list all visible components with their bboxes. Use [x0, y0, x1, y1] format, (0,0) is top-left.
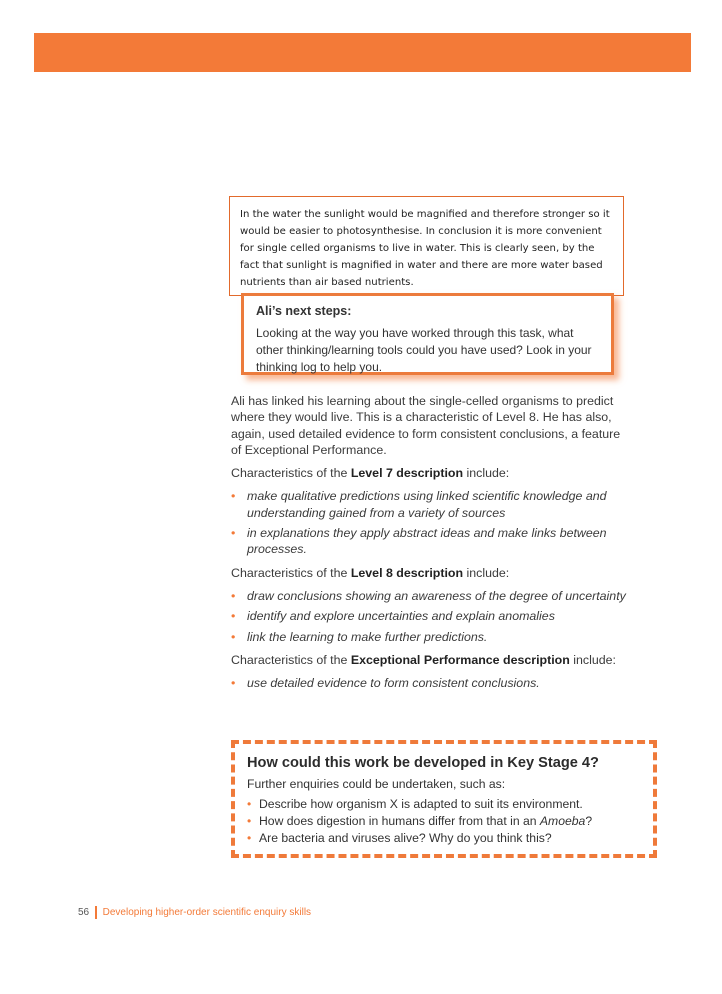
list-item-text: How does digestion in humans differ from that in an	[259, 814, 540, 828]
level7-heading	[231, 465, 631, 481]
level8-prefix: Characteristics of the	[231, 565, 351, 580]
list-item	[231, 675, 631, 691]
list-item	[231, 525, 631, 558]
ks4-list	[247, 796, 643, 847]
list-item-suffix: ?	[585, 814, 593, 828]
list-item-text: link the learning to make further predictions.	[247, 629, 488, 644]
ks4-intro: Further enquiries could be undertaken, such as:	[247, 777, 506, 791]
list-item	[231, 488, 631, 521]
next-steps-box	[241, 293, 614, 375]
bullet-icon: •	[231, 489, 236, 504]
level8-heading	[231, 565, 631, 581]
level7-label: Level 7 description	[350, 466, 464, 481]
exceptional-list	[231, 675, 631, 691]
bullet-icon: •	[231, 609, 236, 624]
list-item	[231, 629, 631, 645]
bullet-icon: •	[247, 797, 252, 811]
list-item	[247, 813, 643, 830]
list-item	[247, 830, 643, 847]
list-item-text: Describe how organism X is adapted to suit its environment.	[259, 797, 583, 811]
student-work-box	[229, 196, 624, 296]
bullet-icon: •	[231, 676, 236, 691]
bullet-icon: •	[231, 629, 236, 644]
commentary	[231, 393, 631, 698]
bullet-icon: •	[231, 526, 236, 541]
ks4-title: How could this work be developed in Key Stage 4?	[247, 755, 599, 771]
list-item-text: in explanations they apply abstract ideas and make links between processes.	[247, 526, 607, 557]
commentary-intro: Ali has linked his learning about the single-celled organisms to predict where they would live. This is a characteristic of Level 8. He has also, again, used detailed evidence to form consistent conclusions, a feature of Exceptional Performance.	[231, 394, 621, 457]
level7-suffix: include:	[463, 466, 510, 481]
student-work-text: In the water the sunlight would be magnified and therefore stronger so it would be easier to photosynthesise. In conclusion it is more convenient for single celled organisms to live in water. This is clearly seen, by the fact that sunlight is magnified in water and there are more water based nutrients than air based nutrients.	[240, 209, 610, 288]
next-steps-text: Looking at the way you have worked through this task, what other thinking/learning tools could you have used? Look in your thinking log to help you.	[256, 326, 592, 374]
list-item-text: make qualitative predictions using linked scientific knowledge and understanding gained from a variety of sources	[247, 489, 607, 520]
list-item	[231, 588, 631, 604]
header-bar	[34, 33, 691, 72]
amoeba-term: Amoeba	[539, 814, 586, 828]
level8-label: Level 8 description	[350, 565, 464, 580]
bullet-icon: •	[247, 814, 252, 828]
next-steps-title: Ali’s next steps:	[256, 304, 352, 318]
exceptional-prefix: Characteristics of the	[231, 652, 351, 667]
level8-list	[231, 588, 631, 645]
list-item-text: draw conclusions showing an awareness of the degree of uncertainty	[247, 588, 626, 603]
exceptional-heading	[231, 652, 631, 668]
bullet-icon: •	[247, 831, 252, 845]
page-number: 56	[78, 907, 90, 918]
level8-suffix: include:	[463, 565, 510, 580]
level7-prefix: Characteristics of the	[231, 466, 351, 481]
list-item	[231, 608, 631, 624]
bullet-icon: •	[231, 588, 236, 603]
exceptional-label: Exceptional Performance description	[350, 652, 570, 667]
list-item	[247, 796, 643, 813]
list-item-text: identify and explore uncertainties and explain anomalies	[247, 609, 555, 624]
footer-title: Developing higher-order scientific enquiry skills	[102, 907, 312, 918]
key-stage-4-box	[231, 740, 657, 858]
list-item-text: Are bacteria and viruses alive? Why do you think this?	[259, 831, 552, 845]
list-item-text: use detailed evidence to form consistent conclusions.	[247, 676, 540, 691]
exceptional-suffix: include:	[569, 652, 616, 667]
footer-divider	[95, 906, 97, 919]
level7-list	[231, 488, 631, 557]
page-footer	[78, 906, 311, 920]
